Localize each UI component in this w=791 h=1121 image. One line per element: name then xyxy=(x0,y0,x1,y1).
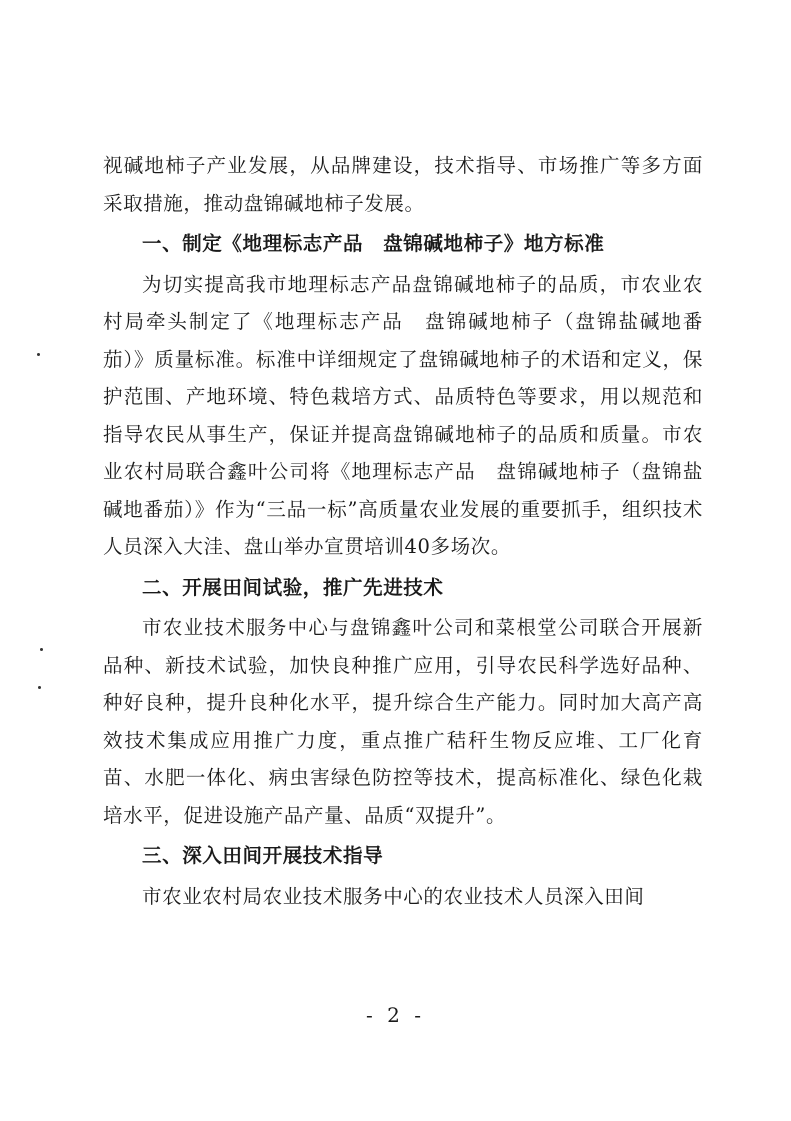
document-body xyxy=(103,147,703,915)
heading-technical-guidance: 三、深入田间开展技术指导 xyxy=(142,844,384,867)
paragraph-intro-continuation: 视碱地柿子产业发展，从品牌建设，技术指导、市场推广等多方面采取措施，推动盘锦碱地柿子发展。 xyxy=(103,154,703,215)
heading-field-trials: 二、开展田间试验，推广先进技术 xyxy=(142,575,444,599)
scan-speck xyxy=(38,686,41,689)
paragraph-technical-guidance: 市农业农村局农业技术服务中心的农业技术人员深入田间 xyxy=(142,884,645,908)
paragraph-local-standard: 为切实提高我市地理标志产品盘锦碱地柿子的品质，市农业农村局牵头制定了《地理标志产品 盘锦碱地柿子（盘锦盐碱地番茄）》质量标准。标准中详细规定了盘锦碱地柿子的术语和定义，保护范围、产地环境、特色栽培方式、品质特色等要求，用以规范和指导农民从事生产，保证并提高盘锦碱地柿子的品质和质量。市农业农村局联合鑫叶公司将《地理标志产品 盘锦碱地柿子（盘锦盐碱地番茄）》作为“三品一标”高质量农业发展的重要抓手，组织技术人员深入大洼、盘山举办宣贯培训40多场次。 xyxy=(103,272,703,558)
paragraph-field-trials: 市农业技术服务中心与盘锦鑫叶公司和菜根堂公司联合开展新品种、新技术试验，加快良种推广应用，引导农民科学选好品种、种好良种，提升良种化水平，提升综合生产能力。同时加大高产高效技术集成应用推广力度，重点推广秸秆生物反应堆、工厂化育苗、水肥一体化、病虫害绿色防控等技术，提高标准化、绿色化栽培水平，促进设施产品产量、品质“双提升”。 xyxy=(103,616,703,827)
scan-speck xyxy=(37,353,40,356)
heading-local-standard: 一、制定《地理标志产品 盘锦碱地柿子》地方标准 xyxy=(142,232,605,255)
scan-speck xyxy=(40,648,43,651)
page-number: - 2 - xyxy=(366,1003,425,1027)
